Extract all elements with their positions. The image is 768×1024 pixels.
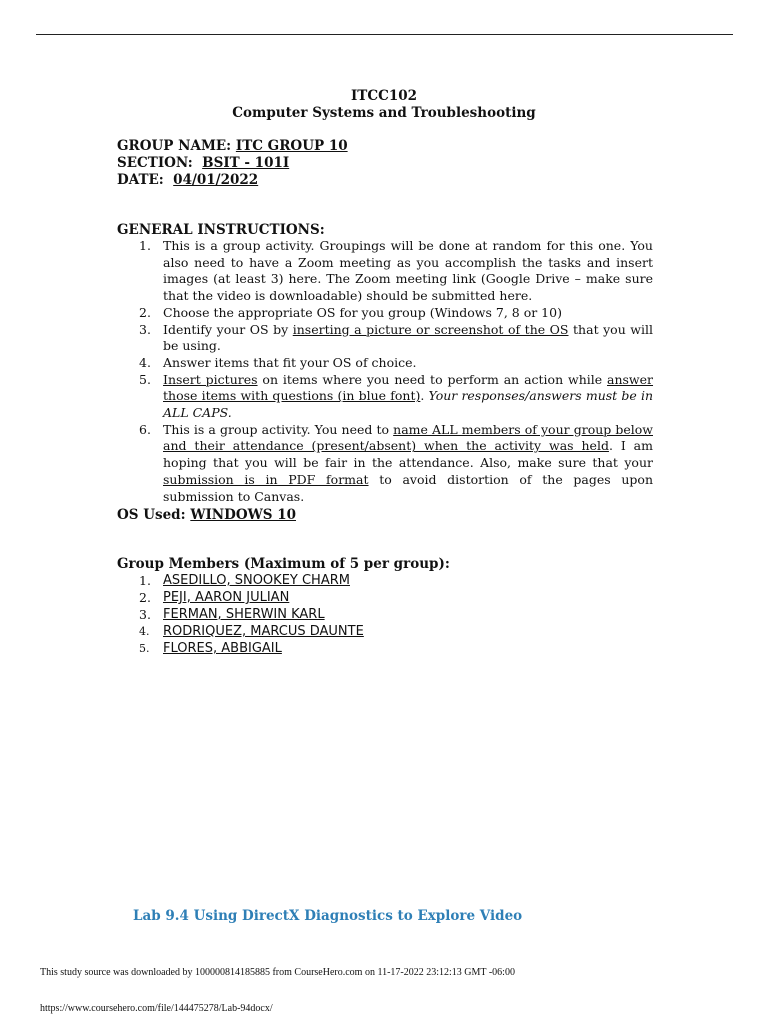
date-row <box>117 172 348 189</box>
members-title: Group Members (Maximum of 5 per group): <box>117 556 450 572</box>
course-code: ITCC102 <box>350 88 418 104</box>
date-value: 04/01/2022 <box>173 172 259 188</box>
instruction-item: 6. This is a group activity. You need to name ALL members of your group below and their attendance (present/absent) when the activity was held. I am hoping that you will be fair in the attendance. Also, make sure that your submission is in PDF format to avoid distortion of the pages upon submission to Canvas. <box>139 421 653 504</box>
instruction-item: 3. Identify your OS by inserting a picture or screenshot of the OS that you will be using. <box>139 321 653 354</box>
list-item: 3. FERMAN, SHERWIN KARL <box>139 607 325 622</box>
member-name: FLORES, ABBIGAIL <box>163 641 282 656</box>
instruction-item: 4. Answer items that fit your OS of choice. <box>139 354 417 370</box>
section-value: BSIT - 101I <box>202 155 290 171</box>
footer-download-note: This study source was downloaded by 100000814185885 from CourseHero.com on 11-17-2022 23:12:13 GMT -06:00 <box>40 967 515 978</box>
group-meta <box>117 138 348 189</box>
top-divider <box>36 34 733 35</box>
member-name: ASEDILLO, SNOOKEY CHARM <box>163 573 350 588</box>
instructions-list <box>117 238 653 505</box>
member-name: FERMAN, SHERWIN KARL <box>163 607 325 622</box>
list-item: 2. PEJI, AARON JULIAN <box>139 590 290 605</box>
date-label: DATE: <box>117 172 164 188</box>
group-name-label: GROUP NAME: <box>117 138 232 154</box>
member-name: RODRIQUEZ, MARCUS DAUNTE <box>163 624 364 639</box>
list-item: 4. RODRIQUEZ, MARCUS DAUNTE <box>139 624 364 639</box>
os-used-label: OS Used: <box>117 507 186 523</box>
section-label: SECTION: <box>117 155 193 171</box>
list-item: 5. FLORES, ABBIGAIL <box>139 641 282 656</box>
instructions-title: GENERAL INSTRUCTIONS: <box>117 222 325 238</box>
document-header <box>0 88 768 122</box>
os-used <box>117 507 296 524</box>
os-used-value: WINDOWS 10 <box>190 507 296 523</box>
members-list <box>117 572 364 657</box>
instruction-item: 5. Insert pictures on items where you need to perform an action while answer those items with questions (in blue font). Your responses/answers must be in ALL CAPS. <box>139 371 654 421</box>
lab-title: Lab 9.4 Using DirectX Diagnostics to Explore Video <box>133 908 523 924</box>
instruction-item: 1. This is a group activity. Groupings will be done at random for this one. You also need to have a Zoom meeting as you accomplish the tasks and insert images (at least 3) here. The Zoom meeting link (Google Drive – make sure that the video is downloadable) should be submitted here. <box>139 238 653 304</box>
group-name-row <box>117 138 348 155</box>
course-title: Computer Systems and Troubleshooting <box>232 105 536 121</box>
group-name-value: ITC GROUP 10 <box>235 138 348 154</box>
instruction-item: 2. Choose the appropriate OS for you group (Windows 7, 8 or 10) <box>139 304 562 320</box>
member-name: PEJI, AARON JULIAN <box>163 590 290 605</box>
footer-source-link[interactable]: https://www.coursehero.com/file/144475278/Lab-94docx/ <box>40 1003 273 1014</box>
section-row <box>117 155 348 172</box>
list-item: 1. ASEDILLO, SNOOKEY CHARM <box>139 573 350 588</box>
